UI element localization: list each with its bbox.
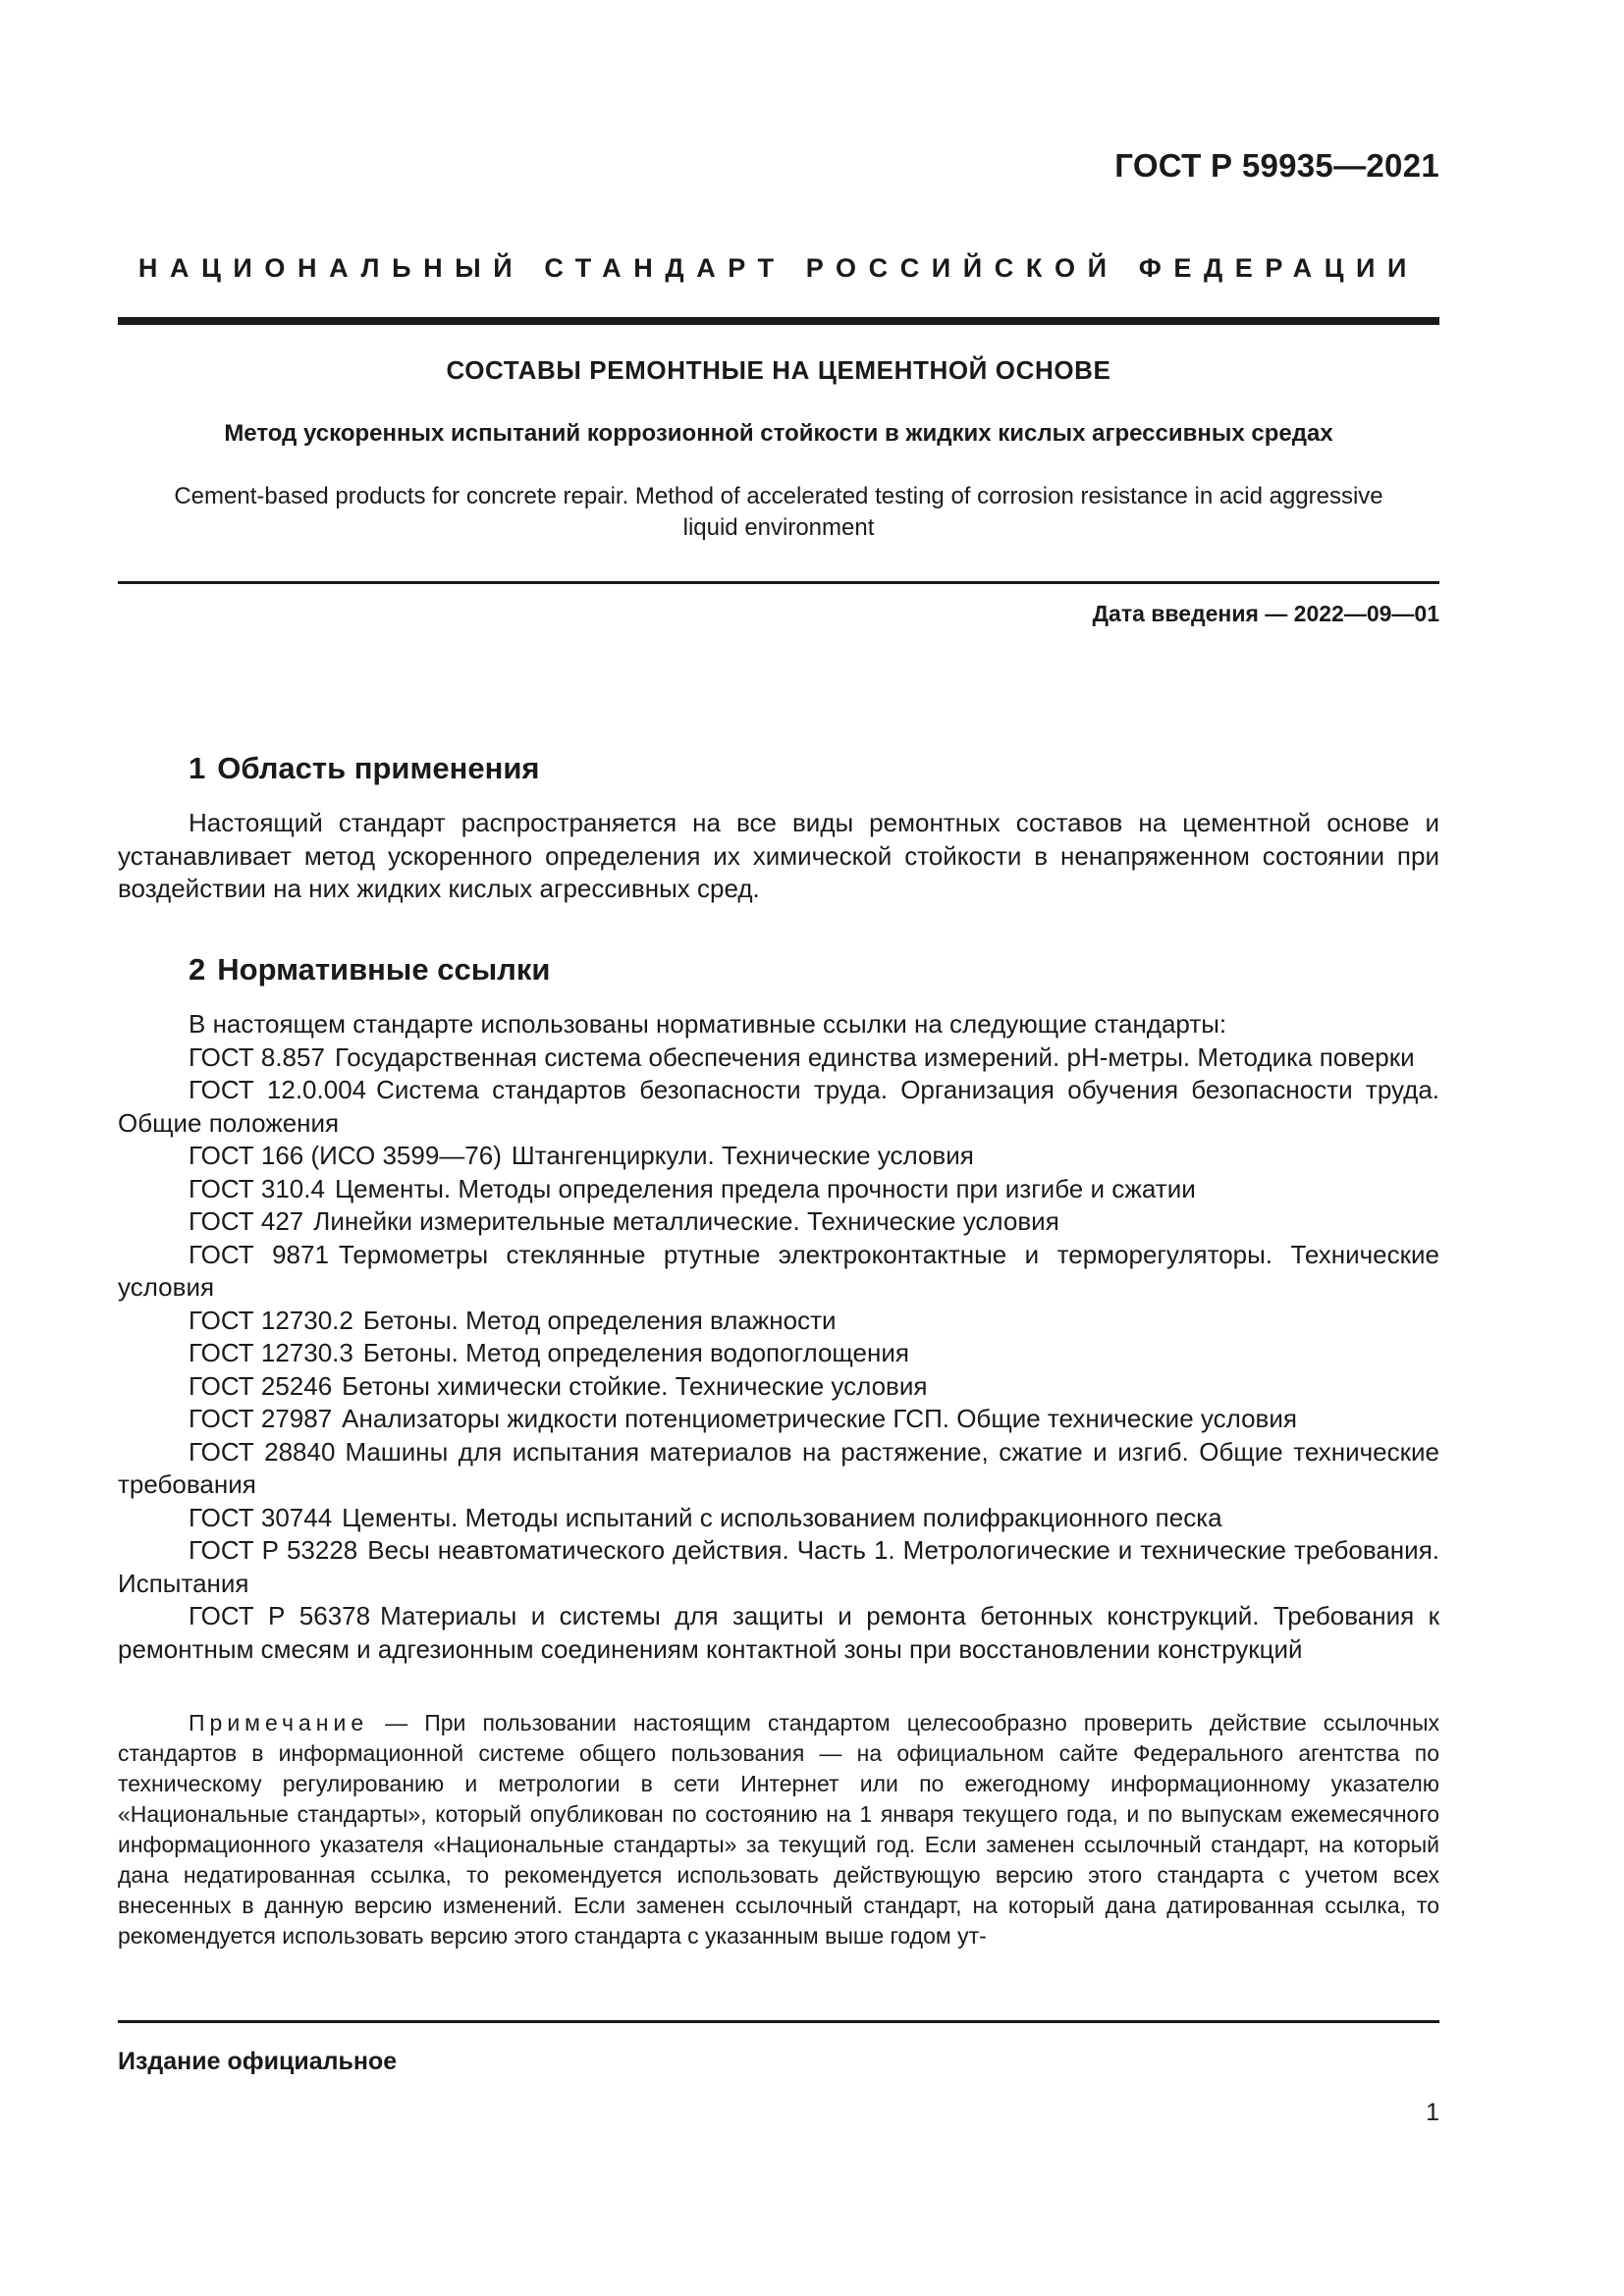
national-standard-title: НАЦИОНАЛЬНЫЙ СТАНДАРТ РОССИЙСКОЙ ФЕДЕРАЦИИ xyxy=(137,253,1420,283)
reference-code: ГОСТ 166 (ИСО 3599—76) xyxy=(189,1141,502,1170)
note-text: — При пользовании настоящим стандартом целесообразно проверить действие ссылочных стандартов в информационной системе общего пользования — на официальном сайте Федерального агентства по техническому регулированию и метрологии в сети Интернет или по ежегодному информационному указателю «Национальные стандарты», который опубликован по состоянию на 1 января текущего года, и по выпускам ежемесячного информационного указателя «Национальные стандарты» за текущий год. Если заменен ссылочный стандарт, на который дана недатированная ссылка, то рекомендуется использовать действующую версию этого стандарта с учетом всех внесенных в данную версию изменений. Если заменен ссылочный стандарт, на который дана датированная ссылка, то рекомендуется использовать версию этого стандарта с указанным выше годом ут- xyxy=(118,1710,1439,1949)
reference-title: Бетоны химически стойкие. Технические условия xyxy=(342,1370,928,1401)
reference-title: Анализаторы жидкости потенциометрические ГСП. Общие технические условия xyxy=(342,1404,1297,1433)
reference-item xyxy=(118,1403,1439,1436)
reference-code: ГОСТ 27987 xyxy=(189,1404,333,1433)
section-2-intro: В настоящем стандарте использованы нормативные ссылки на следующие стандарты: xyxy=(189,1009,1227,1039)
reference-title: Материалы и системы для защиты и ремонта бетонных конструкций. Требования к ремонтным смесям и адгезионным соединениям контактной зоны при восстановлении конструкций xyxy=(118,1601,1439,1664)
normative-reference-list xyxy=(118,1041,1439,1667)
reference-code: ГОСТ 28840 xyxy=(189,1436,336,1467)
reference-code: ГОСТ 427 xyxy=(189,1206,304,1236)
reference-title: Цементы. Методы испытаний с использованием полифракционного песка xyxy=(342,1502,1222,1532)
reference-item xyxy=(118,1337,1439,1370)
document-number: ГОСТ Р 59935—2021 xyxy=(1114,147,1439,184)
section-1-title: Область применения xyxy=(217,751,540,785)
section-1-paragraph: Настоящий стандарт распространяется на все виды ремонтных составов на цементной основе и устанавливает метод ускоренного определения их химической стойкости в ненапряженном состоянии при воздействии на них жидких кислых агрессивных сред. xyxy=(118,808,1439,903)
reference-item xyxy=(118,1205,1439,1239)
section-2-number: 2 xyxy=(189,952,206,987)
reference-title: Штангенциркули. Технические условия xyxy=(511,1141,974,1170)
reference-item xyxy=(118,1140,1439,1173)
english-title xyxy=(118,481,1439,544)
reference-code: ГОСТ 25246 xyxy=(189,1370,333,1401)
reference-item xyxy=(118,1305,1439,1338)
reference-item xyxy=(118,1600,1439,1666)
document-page xyxy=(118,0,1439,2296)
reference-item xyxy=(118,1239,1439,1305)
section-2-body xyxy=(118,1008,1439,1666)
reference-code: ГОСТ 12730.2 xyxy=(189,1305,353,1335)
note-paragraph xyxy=(118,1708,1439,1951)
english-title-line-1: Cement-based products for concrete repair. Method of accelerated testing of corrosion resistance in acid aggressive xyxy=(174,483,1383,509)
reference-code: ГОСТ Р 56378 xyxy=(189,1601,371,1630)
reference-code: ГОСТ 310.4 xyxy=(189,1173,325,1203)
reference-code: ГОСТ 12.0.004 xyxy=(189,1075,367,1104)
reference-title: Бетоны. Метод определения влажности xyxy=(362,1305,837,1335)
section-1-body xyxy=(118,807,1439,906)
reference-title: Термометры стеклянные ртутные электроконтактные и терморегуляторы. Технические условия xyxy=(118,1239,1440,1302)
official-edition-label: Издание официальное xyxy=(118,2048,398,2075)
introduction-date: Дата введения — 2022—09—01 xyxy=(1092,601,1439,626)
standard-subtitle: Метод ускоренных испытаний коррозионной стойкости в жидких кислых агрессивных средах xyxy=(224,420,1333,447)
note-label: Примечание xyxy=(189,1710,369,1735)
reference-code: ГОСТ 30744 xyxy=(189,1502,333,1532)
reference-title: Весы неавтоматического действия. Часть 1. Метрологические и технические требования. Испытания xyxy=(118,1535,1439,1598)
title-bottom-rule xyxy=(118,581,1439,584)
reference-code: ГОСТ 12730.3 xyxy=(189,1338,353,1367)
section-2-title: Нормативные ссылки xyxy=(217,952,551,987)
reference-code: ГОСТ Р 53228 xyxy=(189,1535,358,1565)
reference-item xyxy=(118,1074,1439,1140)
header-thick-rule xyxy=(118,317,1439,325)
reference-title: Система стандартов безопасности труда. Организация обучения безопасности труда. Общие положения xyxy=(118,1075,1439,1138)
reference-item xyxy=(118,1173,1439,1206)
reference-item xyxy=(118,1041,1439,1075)
reference-title: Цементы. Методы определения предела прочности при изгибе и сжатии xyxy=(334,1173,1196,1203)
reference-item xyxy=(118,1502,1439,1535)
reference-code: ГОСТ 9871 xyxy=(189,1239,329,1269)
reference-title: Линейки измерительные металлические. Технические условия xyxy=(313,1206,1059,1236)
reference-item xyxy=(118,1534,1439,1600)
section-1-heading xyxy=(189,751,540,786)
reference-item xyxy=(118,1436,1439,1502)
reference-item xyxy=(118,1370,1439,1404)
footer-rule xyxy=(118,2020,1439,2023)
section-1-number: 1 xyxy=(189,751,206,785)
reference-title: Машины для испытания материалов на растяжение, сжатие и изгиб. Общие технические требования xyxy=(118,1436,1440,1499)
section-2-heading xyxy=(189,952,550,988)
standard-main-title: СОСТАВЫ РЕМОНТНЫЕ НА ЦЕМЕНТНОЙ ОСНОВЕ xyxy=(446,355,1111,385)
english-title-line-2: liquid environment xyxy=(682,514,875,541)
reference-code: ГОСТ 8.857 xyxy=(189,1041,325,1072)
reference-title: Бетоны. Метод определения водопоглощения xyxy=(362,1338,909,1367)
reference-title: Государственная система обеспечения единства измерений. pH-метры. Методика поверки xyxy=(334,1041,1415,1072)
page-number: 1 xyxy=(1426,2099,1439,2126)
